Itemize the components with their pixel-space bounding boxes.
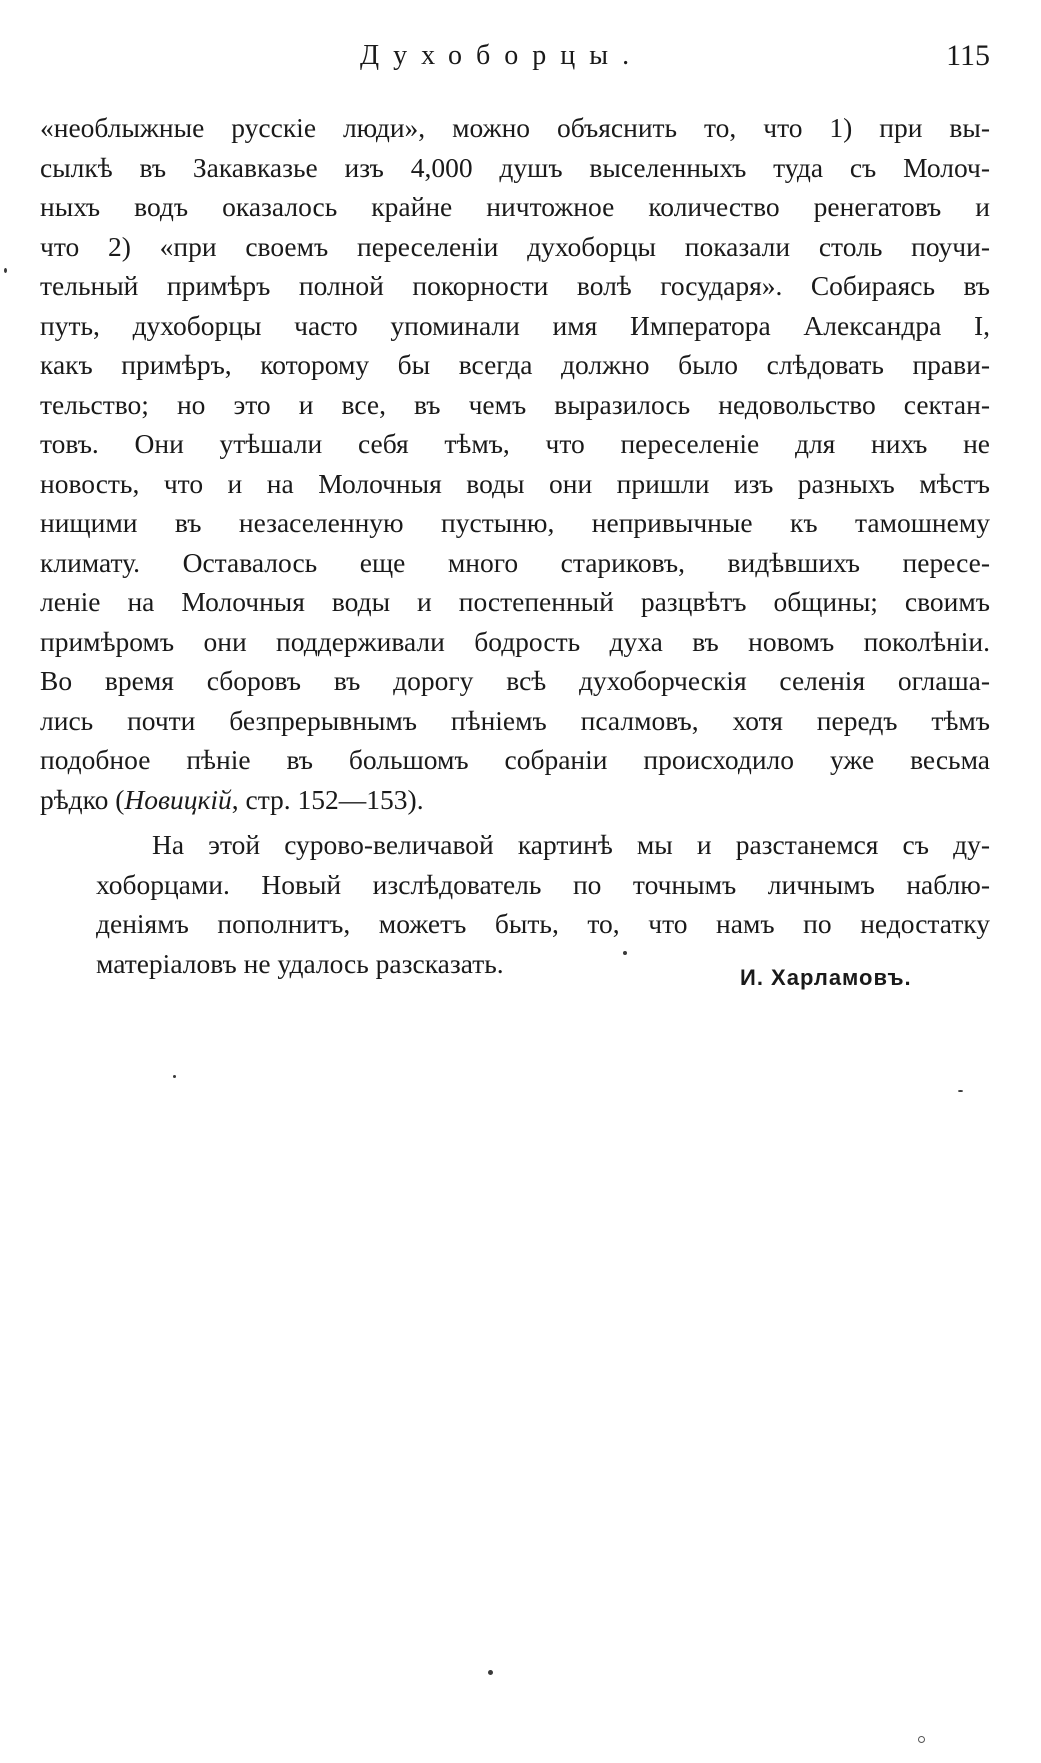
body-text xyxy=(40,108,990,983)
text-line: ныхъ водъ оказалось крайне ничтожное количество ренегатовъ и xyxy=(40,191,990,222)
citation-suffix: , стр. 152—153). xyxy=(231,783,424,815)
text-line: климату. Оставалось еще много стариковъ, видѣвшихъ пересе- xyxy=(40,546,990,578)
author-signature: И. Харламовъ. xyxy=(740,965,912,990)
text-line-last xyxy=(40,780,990,820)
text-line: тельство; но это и все, въ чемъ выразилось недовольство сектан- xyxy=(40,388,990,420)
text-line: нищими въ незаселенную пустыню, непривычные къ тамошнему xyxy=(40,507,990,538)
text-line: примѣромъ они поддерживали бодрость духа въ новомъ поколѣніи. xyxy=(40,625,990,657)
running-title: Духоборцы. xyxy=(360,40,644,71)
text-line: новость, что и на Молочныя воды они пришли изъ разныхъ мѣстъ xyxy=(40,467,990,499)
scan-speck xyxy=(173,1075,176,1078)
paragraph-2 xyxy=(40,825,990,983)
text-line: тельный примѣръ полной покорности волѣ государя». Собираясь въ xyxy=(40,270,990,301)
text-line: подобное пѣніе въ большомъ собраніи происходило уже весьма xyxy=(40,744,990,775)
page-number: 115 xyxy=(946,39,990,72)
text-line: «необлыжные русскіе люди», можно объяснить то, что 1) при вы- xyxy=(40,112,990,143)
text-line: путь, духоборцы часто упоминали имя Императора Александра I, xyxy=(40,309,990,341)
scan-speck xyxy=(623,951,627,955)
scan-speck xyxy=(488,1670,493,1675)
text-line-last: матеріаловъ не удалось разсказать. xyxy=(96,947,504,979)
text-line: сылкѣ въ Закавказье изъ 4,000 душъ выселенныхъ туда съ Молоч- xyxy=(40,151,990,183)
text-line: товъ. Они утѣшали себя тѣмъ, что переселеніе для нихъ не xyxy=(40,428,990,459)
text-line: Во время сборовъ въ дорогу всѣ духоборческія селенія оглаша- xyxy=(40,665,990,696)
running-head xyxy=(40,38,990,74)
paragraph-1 xyxy=(40,108,990,819)
scan-speck xyxy=(918,1736,925,1743)
text-line: деніямъ пополнитъ, можетъ быть, то, что намъ по недостатку xyxy=(96,908,990,939)
citation-author: Новицкій xyxy=(124,783,232,815)
scan-speck xyxy=(958,1090,963,1092)
citation-prefix: рѣдко ( xyxy=(40,783,125,815)
text-line: что 2) «при своемъ переселеніи духоборцы показали столь поучи- xyxy=(40,230,990,262)
text-line: На этой сурово-величавой картинѣ мы и разстанемся съ ду- xyxy=(152,829,990,860)
text-line: лись почти безпрерывнымъ пѣніемъ псалмовъ, хотя передъ тѣмъ xyxy=(40,704,990,736)
scan-speck xyxy=(4,268,7,273)
text-line: какъ примѣръ, которому бы всегда должно было слѣдовать прави- xyxy=(40,349,990,380)
text-line: леніе на Молочныя воды и постепенный разцвѣтъ общины; своимъ xyxy=(40,586,990,617)
text-line: хоборцами. Новый изслѣдователь по точнымъ личнымъ наблю- xyxy=(96,868,990,900)
